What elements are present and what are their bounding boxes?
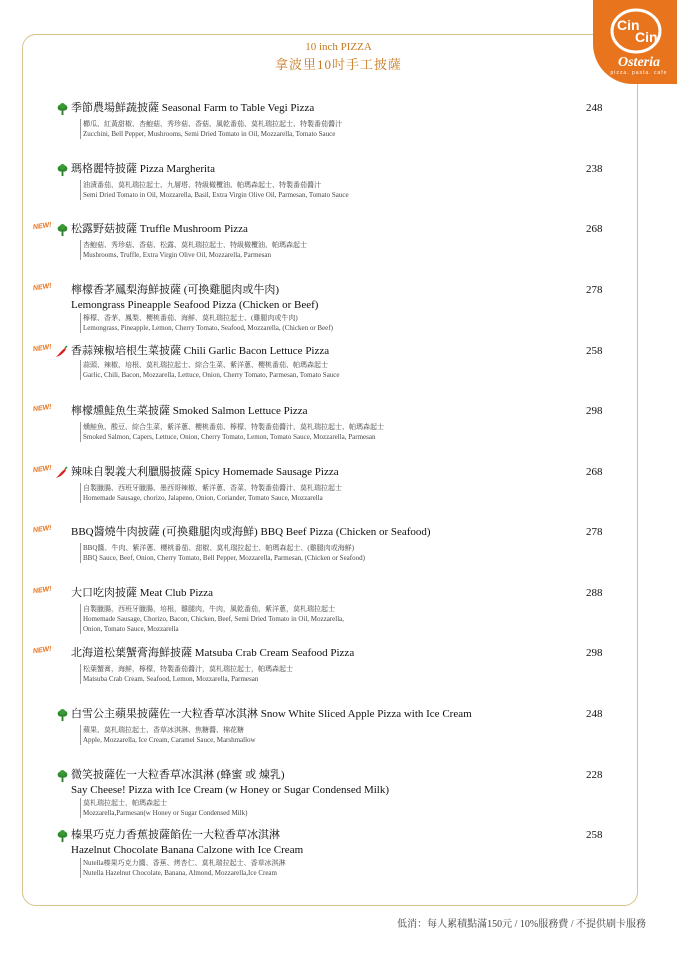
item-price: 268 xyxy=(586,223,603,235)
menu-item xyxy=(0,525,677,583)
item-description xyxy=(80,604,583,634)
menu-item xyxy=(0,768,677,826)
item-description xyxy=(80,119,583,139)
menu-item xyxy=(0,707,677,765)
item-description xyxy=(80,360,583,380)
item-price: 268 xyxy=(586,466,603,478)
item-name: 季節農場鮮蔬披薩 Seasonal Farm to Table Vegi Pizza xyxy=(71,102,315,114)
chili-icon xyxy=(54,466,68,480)
description-line: Mozzarella,Parmesan(w Honey or Sugar Condensed Milk) xyxy=(83,809,248,817)
item-description xyxy=(80,798,583,818)
broccoli-icon xyxy=(56,103,69,116)
item-name: 檸檬燻鮭魚生菜披薩 Smoked Salmon Lettuce Pizza xyxy=(71,405,308,417)
item-description xyxy=(80,180,583,200)
menu-item xyxy=(0,828,677,886)
item-name: 榛果巧克力香蕉披薩餡佐一大粒香草冰淇淋 xyxy=(71,829,280,841)
item-name: BBQ醬燒牛肉披薩 (可換雞腿肉或海鮮) BBQ Beef Pizza (Chicken or Seafood) xyxy=(71,526,431,538)
description-line: 蒜頭、辣椒、培根、莫札瑞拉起士、綜合生菜、紫洋蔥、櫻桃番茄、帕瑪森起士 xyxy=(83,361,328,369)
item-price: 258 xyxy=(586,829,603,841)
menu-item xyxy=(0,404,677,462)
description-line: 自製臘腸、西班牙臘腸、墨西哥辣椒、紫洋蔥、香菜、特製番茄醬汁、莫札瑞拉起士 xyxy=(83,484,342,492)
item-price: 278 xyxy=(586,526,603,538)
description-line: 蘋果、莫札瑞拉起士、香草冰淇淋、焦糖醬、棉花糖 xyxy=(83,726,244,734)
item-price: 248 xyxy=(586,708,603,720)
item-description xyxy=(80,543,583,563)
item-name-en: Say Cheese! Pizza with Ice Cream (w Honey or Sugar Condensed Milk) xyxy=(71,784,390,796)
description-line: 櫛瓜、紅黃甜椒、杏鮑菇、秀珍菇、香菇、風乾番茄、莫札瑞拉起士、特製番茄醬汁 xyxy=(83,120,342,128)
page-title-zh: 拿波里10吋手工披薩 xyxy=(274,57,402,72)
new-badge: NEW! xyxy=(32,645,52,656)
item-name: 檸檬香茅鳳梨海鮮披薩 (可換雞腿肉或牛肉) xyxy=(71,284,280,296)
item-name: 白雪公主蘋果披薩佐一大粒香草冰淇淋 Snow White Sliced Apple Pizza with Ice Cream xyxy=(71,708,472,720)
item-price: 248 xyxy=(586,102,603,114)
description-line: Onion, Tomato Sauce, Mozzarella xyxy=(83,625,179,633)
item-name: 大口吃肉披薩 Meat Club Pizza xyxy=(71,587,214,599)
menu-item xyxy=(0,344,677,402)
item-name: 香蒜辣椒培根生菜披薩 Chili Garlic Bacon Lettuce Pizza xyxy=(71,345,330,357)
item-price: 238 xyxy=(586,163,603,175)
broccoli-icon xyxy=(56,164,69,177)
menu-item xyxy=(0,465,677,523)
description-line: 莫札瑞拉起士，帕瑪森起士 xyxy=(83,799,167,807)
item-name-en: Hazelnut Chocolate Banana Calzone with Ice Cream xyxy=(71,844,304,856)
item-name: 微笑披薩佐一大粒香草冰淇淋 (蜂蜜 或 煉乳) xyxy=(71,769,285,781)
description-line: Mushrooms, Truffle, Extra Virgin Olive Oil, Mozzarella, Parmesan xyxy=(83,251,271,259)
item-price: 228 xyxy=(586,769,603,781)
item-name: 北海道松葉蟹膏海鮮披薩 Matsuba Crab Cream Seafood Pizza xyxy=(71,647,355,659)
new-badge: NEW! xyxy=(32,464,52,475)
item-description xyxy=(80,664,583,684)
description-line: 杏鮑菇、秀珍菇、香菇、松露、莫札瑞拉起士、特級橄欖油、帕瑪森起士 xyxy=(83,241,307,249)
item-description xyxy=(80,725,583,745)
new-badge: NEW! xyxy=(32,585,52,596)
description-line: 油漬番茄、莫札瑞拉起士、九層塔、特級橄欖油、帕瑪森起士、特製番茄醬汁 xyxy=(83,181,321,189)
item-price: 288 xyxy=(586,587,603,599)
item-price: 298 xyxy=(586,647,603,659)
item-description xyxy=(80,240,583,260)
chili-icon xyxy=(54,345,68,359)
new-badge: NEW! xyxy=(32,282,52,293)
description-line: BBQ醬、牛肉、紫洋蔥、櫻桃番茄、甜椒、莫札瑞拉起士、帕瑪森起士、(雞腿肉或海鮮) xyxy=(83,544,355,552)
new-badge: NEW! xyxy=(32,524,52,535)
item-price: 298 xyxy=(586,405,603,417)
menu-item xyxy=(0,586,677,644)
item-name: 瑪格麗特披薩 Pizza Margherita xyxy=(71,163,215,175)
broccoli-icon xyxy=(56,224,69,237)
description-line: 檸檬、香茅、鳳梨、櫻桃番茄、海鮮、莫札瑞拉起士、(雞腿肉或牛肉) xyxy=(83,314,298,322)
logo-word-2: Cin xyxy=(635,29,658,45)
item-price: 278 xyxy=(586,284,603,296)
item-description xyxy=(80,858,583,878)
new-badge: NEW! xyxy=(32,221,52,232)
new-badge: NEW! xyxy=(32,343,52,354)
description-line: Homemade Sausage, chorizo, Jalapeno, Onion, Coriander, Tomato Sauce, Mozzarella xyxy=(83,494,323,502)
item-description xyxy=(80,313,583,333)
menu-item xyxy=(0,283,677,341)
description-line: Nutella Hazelnut Chocolate, Banana, Almond, Mozzarella,Ice Cream xyxy=(83,869,277,877)
description-line: 松葉蟹膏，海鮮，檸檬，特製番茄醬汁，莫札瑞拉起士，帕瑪森起士 xyxy=(83,665,293,673)
broccoli-icon xyxy=(56,709,69,722)
menu-item xyxy=(0,222,677,280)
item-description xyxy=(80,422,583,442)
item-name: 松露野菇披薩 Truffle Mushroom Pizza xyxy=(71,223,248,235)
description-line: Matsuba Crab Cream, Seafood, Lemon, Mozzarella, Parmesan xyxy=(83,675,259,683)
logo-word-1: Cin xyxy=(617,17,640,33)
menu-item xyxy=(0,646,677,704)
broccoli-icon xyxy=(56,770,69,783)
item-name: 辣味自製義大利臘腸披薩 Spicy Homemade Sausage Pizza xyxy=(71,466,339,478)
description-line: Garlic, Chili, Bacon, Mozzarella, Lettuce, Onion, Cherry Tomato, Parmesan, Tomato Sauce xyxy=(83,371,340,379)
menu-item xyxy=(0,162,677,220)
description-line: Homemade Sausage, Chorizo, Bacon, Chicken, Beef, Semi Dried Tomato in Oil, Mozzarella, xyxy=(83,615,345,623)
description-line: Nutella榛果巧克力醬、香蕉、烤杏仁、莫札瑞拉起士、香草冰淇淋 xyxy=(83,859,286,867)
description-line: BBQ Sauce, Beef, Onion, Cherry Tomato, Bell Pepper, Mozzarella, Parmesan, (Chicken or Seafood) xyxy=(83,554,365,562)
new-badge: NEW! xyxy=(32,403,52,414)
menu-item xyxy=(0,101,677,159)
description-line: Semi Dried Tomato in Oil, Mozzarella, Basil, Extra Virgin Olive Oil, Parmesan, Tomato Sauce xyxy=(83,191,349,199)
item-price: 258 xyxy=(586,345,603,357)
description-line: 燻鮭魚、酸豆、綜合生菜、紫洋蔥、櫻桃番茄、檸檬、特製番茄醬汁、莫札瑞拉起士、帕瑪森起士 xyxy=(83,423,384,431)
item-description xyxy=(80,483,583,503)
description-line: Smoked Salmon, Capers, Lettuce, Onion, Cherry Tomato, Lemon, Tomato Sauce, Mozzarella, Parmesan xyxy=(83,433,376,441)
item-name-en: Lemongrass Pineapple Seafood Pizza (Chicken or Beef) xyxy=(71,299,319,311)
description-line: Apple, Mozzarella, Ice Cream, Caramel Sauce, Marshmallow xyxy=(83,736,256,744)
page-title-en: 10 inch PIZZA xyxy=(305,41,372,53)
description-line: Zucchini, Bell Pepper, Mushrooms, Semi Dried Tomato in Oil, Mozzarella, Tomato Sauce xyxy=(83,130,336,138)
logo-tagline: pizza. pasta. cafe xyxy=(610,70,668,76)
description-line: Lemongrass, Pineapple, Lemon, Cherry Tomato, Seafood, Mozzarella, (Chicken or Beef) xyxy=(83,324,333,332)
footer-note: 低消：每人累積點滿150元 / 10%服務費 / 不提供刷卡服務 xyxy=(397,919,646,930)
logo-brand-name: Osteria xyxy=(618,55,660,70)
broccoli-icon xyxy=(56,830,69,843)
description-line: 自製臘腸，西班牙臘腸，培根，雞腿肉，牛肉，風乾番茄，紫洋蔥，莫札瑞拉起士 xyxy=(83,605,335,613)
